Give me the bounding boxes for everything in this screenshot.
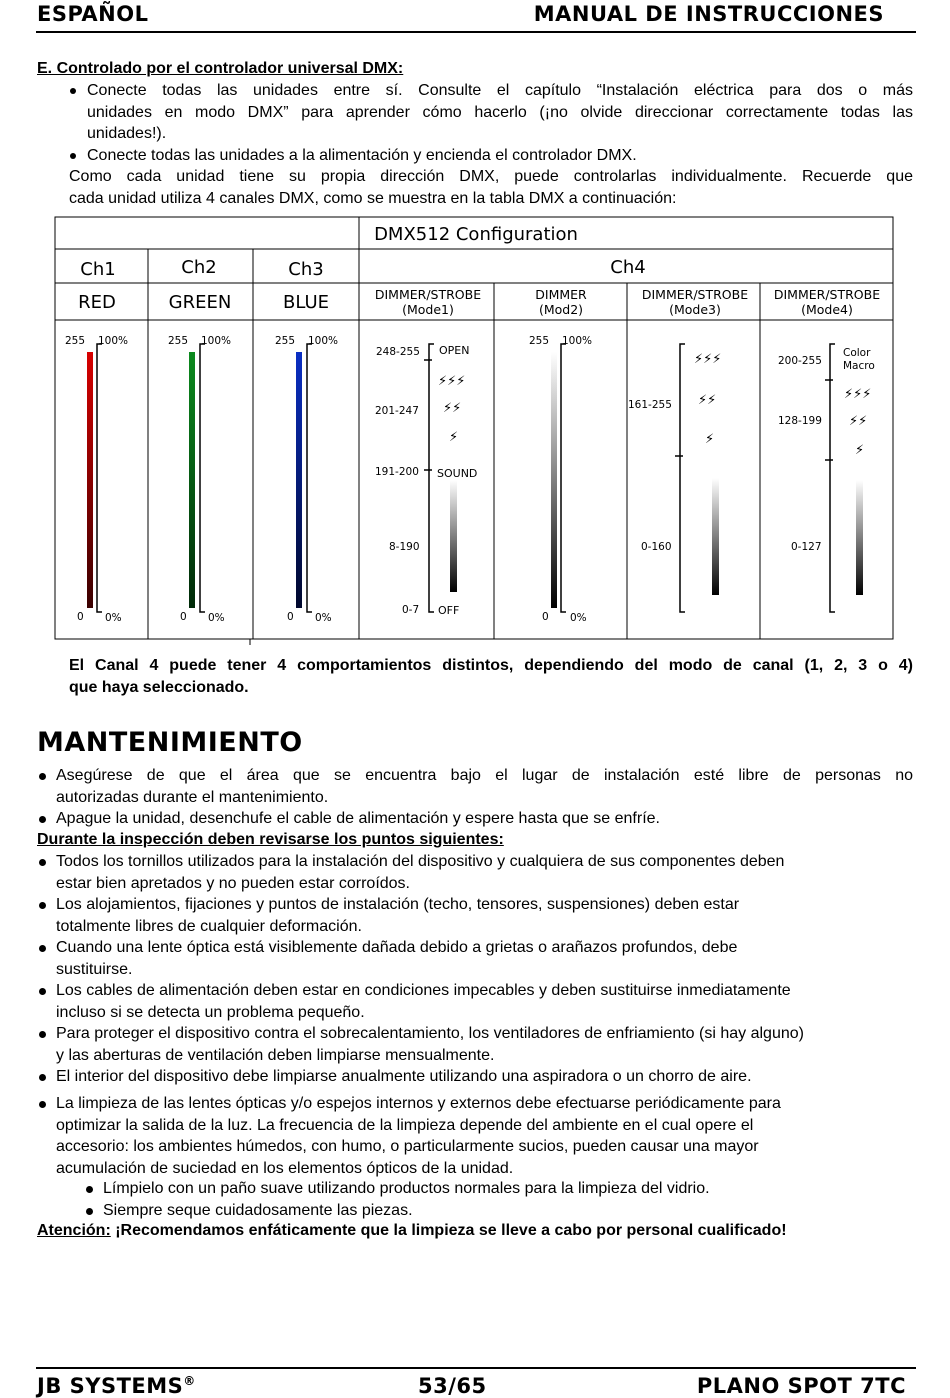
min-value: 0 — [180, 611, 187, 623]
min-value: 0 — [287, 611, 294, 623]
color-macro-label-2: Macro — [843, 360, 875, 372]
strobe-fast-icon: ⚡⚡⚡ — [438, 374, 466, 389]
scale-bracket — [307, 344, 312, 612]
mode3-scale — [628, 344, 721, 612]
mode1-sub: (Mode1) — [402, 302, 454, 317]
max-value: 255 — [529, 335, 550, 347]
color-macro-label: Color — [843, 347, 871, 359]
dmx-configuration-table — [0, 0, 950, 660]
inspection-subheading: Durante la inspección deben revisarse los puntos siguientes: — [37, 831, 504, 848]
maintenance-title: MANTENIMIENTO — [37, 727, 303, 758]
bullet-line: Asegúrese de que el área que se encuentra bajo el lugar de instalación esté libre de personas no — [56, 765, 913, 787]
ch3-scale — [275, 335, 338, 624]
max-percent: 100% — [308, 335, 339, 347]
bullet-text: unidades!). — [87, 125, 167, 142]
mode2-sub: (Mod2) — [538, 302, 584, 317]
strobe-medium-icon: ⚡⚡ — [443, 401, 462, 416]
list-item-cont: accesorio: los ambientes húmedos, con humo, o particularmente sucios, pueden causar una mayor — [56, 1138, 759, 1155]
list-item-cont: totalmente libres de cualquier deformación. — [56, 917, 362, 935]
range-200-255: 200-255 — [778, 355, 822, 367]
brand-name: JB SYSTEMS — [37, 1374, 184, 1398]
dimmer-bar — [712, 478, 719, 595]
range-161-255: 161-255 — [628, 399, 672, 411]
bullet-line: Apague la unidad, desenchufe el cable de alimentación y espere hasta que se enfríe. — [56, 808, 913, 830]
max-percent: 100% — [98, 335, 129, 347]
list-item: Para proteger el dispositivo contra el sobrecalentamiento, los ventiladores de enfriamiento (si hay alguno) — [56, 1023, 913, 1045]
footer-brand — [37, 1374, 196, 1398]
range-248-255: 248-255 — [376, 346, 420, 358]
max-percent: 100% — [562, 335, 593, 347]
note-line: que haya seleccionado. — [69, 678, 249, 696]
note-line: El Canal 4 puede tener 4 comportamientos distintos, dependiendo del modo de canal (1, 2, 3 o 4) — [69, 657, 913, 674]
ch2-scale — [168, 335, 231, 624]
bullet-text: Conecte todas las unidades a la alimentación y encienda el controlador DMX. — [87, 147, 637, 164]
scale-bracket — [680, 344, 685, 612]
strobe-slow-icon: ⚡ — [705, 432, 715, 447]
range-0-7: 0-7 — [402, 604, 420, 616]
list-item-cont: estar bien apretados y no pueden estar corroídos. — [56, 874, 410, 892]
range-201-247: 201-247 — [375, 405, 419, 417]
mode1-scale — [375, 344, 477, 617]
max-value: 255 — [168, 335, 189, 347]
list-item: Cuando una lente óptica está visiblemente dañada debido a grietas o arañazos profundos, debe — [56, 937, 913, 959]
bullet-line: autorizadas durante el mantenimiento. — [56, 788, 329, 806]
table-grid — [55, 217, 893, 645]
ch2-label: Ch2 — [181, 257, 217, 278]
mode4-scale — [778, 344, 875, 612]
green-bar — [189, 352, 195, 608]
max-value: 255 — [65, 335, 86, 347]
range-8-190: 8-190 — [389, 541, 420, 553]
ch1-scale — [65, 335, 128, 624]
scale-bracket — [200, 344, 205, 612]
list-item-cont: optimizar la salida de la luz. La frecuencia de la limpieza depende del ambiente en el cual opere el — [56, 1116, 754, 1134]
range-0-127: 0-127 — [791, 541, 822, 553]
off-label: OFF — [438, 604, 460, 617]
min-value: 0 — [542, 611, 549, 623]
cleaning-subitems — [103, 1178, 913, 1221]
dimmer-bar — [450, 480, 457, 592]
bullet-text: Conecte todas las unidades entre sí. Consulte el capítulo “Instalación eléctrica para dos o más — [87, 82, 913, 99]
scale-bracket — [429, 344, 434, 612]
section-e-title: E. Controlado por el controlador universal DMX: — [37, 60, 404, 77]
mode3-sub: (Mode3) — [669, 302, 721, 317]
list-item: Todos los tornillos utilizados para la instalación del dispositivo y cualquiera de sus componentes deben — [56, 851, 913, 873]
strobe-fast-icon: ⚡⚡⚡ — [844, 387, 872, 402]
mode4-label: DIMMER/STROBE — [773, 287, 881, 302]
list-item: Los cables de alimentación deben estar en condiciones impecables y deben sustituirse inmediatamente — [56, 980, 913, 1002]
scale-bracket — [561, 344, 566, 612]
green-label: GREEN — [168, 292, 232, 313]
blue-label: BLUE — [282, 292, 330, 313]
cleaning-item — [56, 1093, 913, 1179]
mode2-label: DIMMER — [535, 287, 587, 302]
open-label: OPEN — [439, 344, 470, 357]
min-percent: 0% — [105, 612, 122, 624]
footer-model: PLANO SPOT 7TC — [696, 1374, 906, 1398]
sub-list-item: Siempre seque cuidadosamente las piezas. — [103, 1200, 913, 1222]
maintenance-bullets — [56, 765, 913, 830]
red-label: RED — [78, 292, 116, 313]
scale-bracket — [97, 344, 102, 612]
list-item: Los alojamientos, fijaciones y puntos de instalación (techo, tensores, suspensiones) deben estar — [56, 894, 913, 916]
paragraph-line: Como cada unidad tiene su propia dirección DMX, puede controlarlas individualmente. Recuerde que — [69, 168, 913, 185]
page-number: 53/65 — [418, 1374, 487, 1398]
blue-bar — [296, 352, 302, 608]
strobe-slow-icon: ⚡ — [855, 443, 865, 458]
list-item: El interior del dispositivo debe limpiarse anualmente utilizando una aspiradora o un chorro de aire. — [56, 1066, 913, 1088]
mode2-scale — [529, 335, 592, 624]
dimmer-bar — [856, 480, 863, 595]
attention-label: Atención: — [37, 1222, 111, 1239]
strobe-medium-icon: ⚡⚡ — [849, 414, 868, 429]
attention-text: ¡Recomendamos enfáticamente que la limpieza se lleve a cabo por personal cualificado! — [110, 1222, 787, 1239]
sound-label: SOUND — [437, 467, 478, 480]
range-128-199: 128-199 — [778, 415, 822, 427]
range-191-200: 191-200 — [375, 466, 419, 478]
attention-note — [37, 1220, 787, 1242]
strobe-fast-icon: ⚡⚡⚡ — [694, 352, 722, 367]
min-percent: 0% — [315, 612, 332, 624]
min-percent: 0% — [570, 612, 587, 624]
max-value: 255 — [275, 335, 296, 347]
table-title: DMX512 Configuration — [374, 224, 578, 245]
dimmer-bar — [551, 352, 557, 608]
range-0-160: 0-160 — [641, 541, 672, 553]
max-percent: 100% — [201, 335, 232, 347]
min-percent: 0% — [208, 612, 225, 624]
registered-mark: ® — [183, 1374, 196, 1388]
sub-list-item: Límpielo con un paño suave utilizando productos normales para la limpieza del vidrio. — [103, 1178, 913, 1200]
header-manual-title: MANUAL DE INSTRUCCIONES — [533, 2, 884, 26]
mode3-label: DIMMER/STROBE — [641, 287, 749, 302]
ch4-label: Ch4 — [610, 257, 646, 278]
list-item-cont: sustituirse. — [56, 960, 133, 978]
list-item: La limpieza de las lentes ópticas y/o espejos internos y externos debe efectuarse periódicamente para — [56, 1093, 913, 1115]
list-item-cont: incluso si se detecta un problema pequeño. — [56, 1003, 365, 1021]
mode4-sub: (Mode4) — [801, 302, 853, 317]
scale-bracket — [830, 344, 835, 612]
ch3-label: Ch3 — [288, 259, 324, 280]
inspection-list — [56, 851, 913, 1088]
red-bar — [87, 352, 93, 608]
footer-rule — [36, 1367, 916, 1369]
min-value: 0 — [77, 611, 84, 623]
channel4-note — [69, 655, 913, 698]
strobe-medium-icon: ⚡⚡ — [698, 393, 717, 408]
strobe-slow-icon: ⚡ — [449, 430, 459, 445]
ch1-label: Ch1 — [80, 259, 116, 280]
list-item-cont: y las aberturas de ventilación deben limpiarse mensualmente. — [56, 1046, 495, 1064]
paragraph-line: cada unidad utiliza 4 canales DMX, como se muestra en la tabla DMX a continuación: — [69, 189, 677, 207]
bullet-text: unidades en modo DMX” para aprender cómo hacerlo (¡no olvide direccionar correctamente todas las — [87, 103, 913, 121]
header-language: ESPAÑOL — [37, 2, 149, 26]
list-item-cont: acumulación de suciedad en los elementos ópticos de la unidad. — [56, 1159, 514, 1177]
mode1-label: DIMMER/STROBE — [374, 287, 482, 302]
